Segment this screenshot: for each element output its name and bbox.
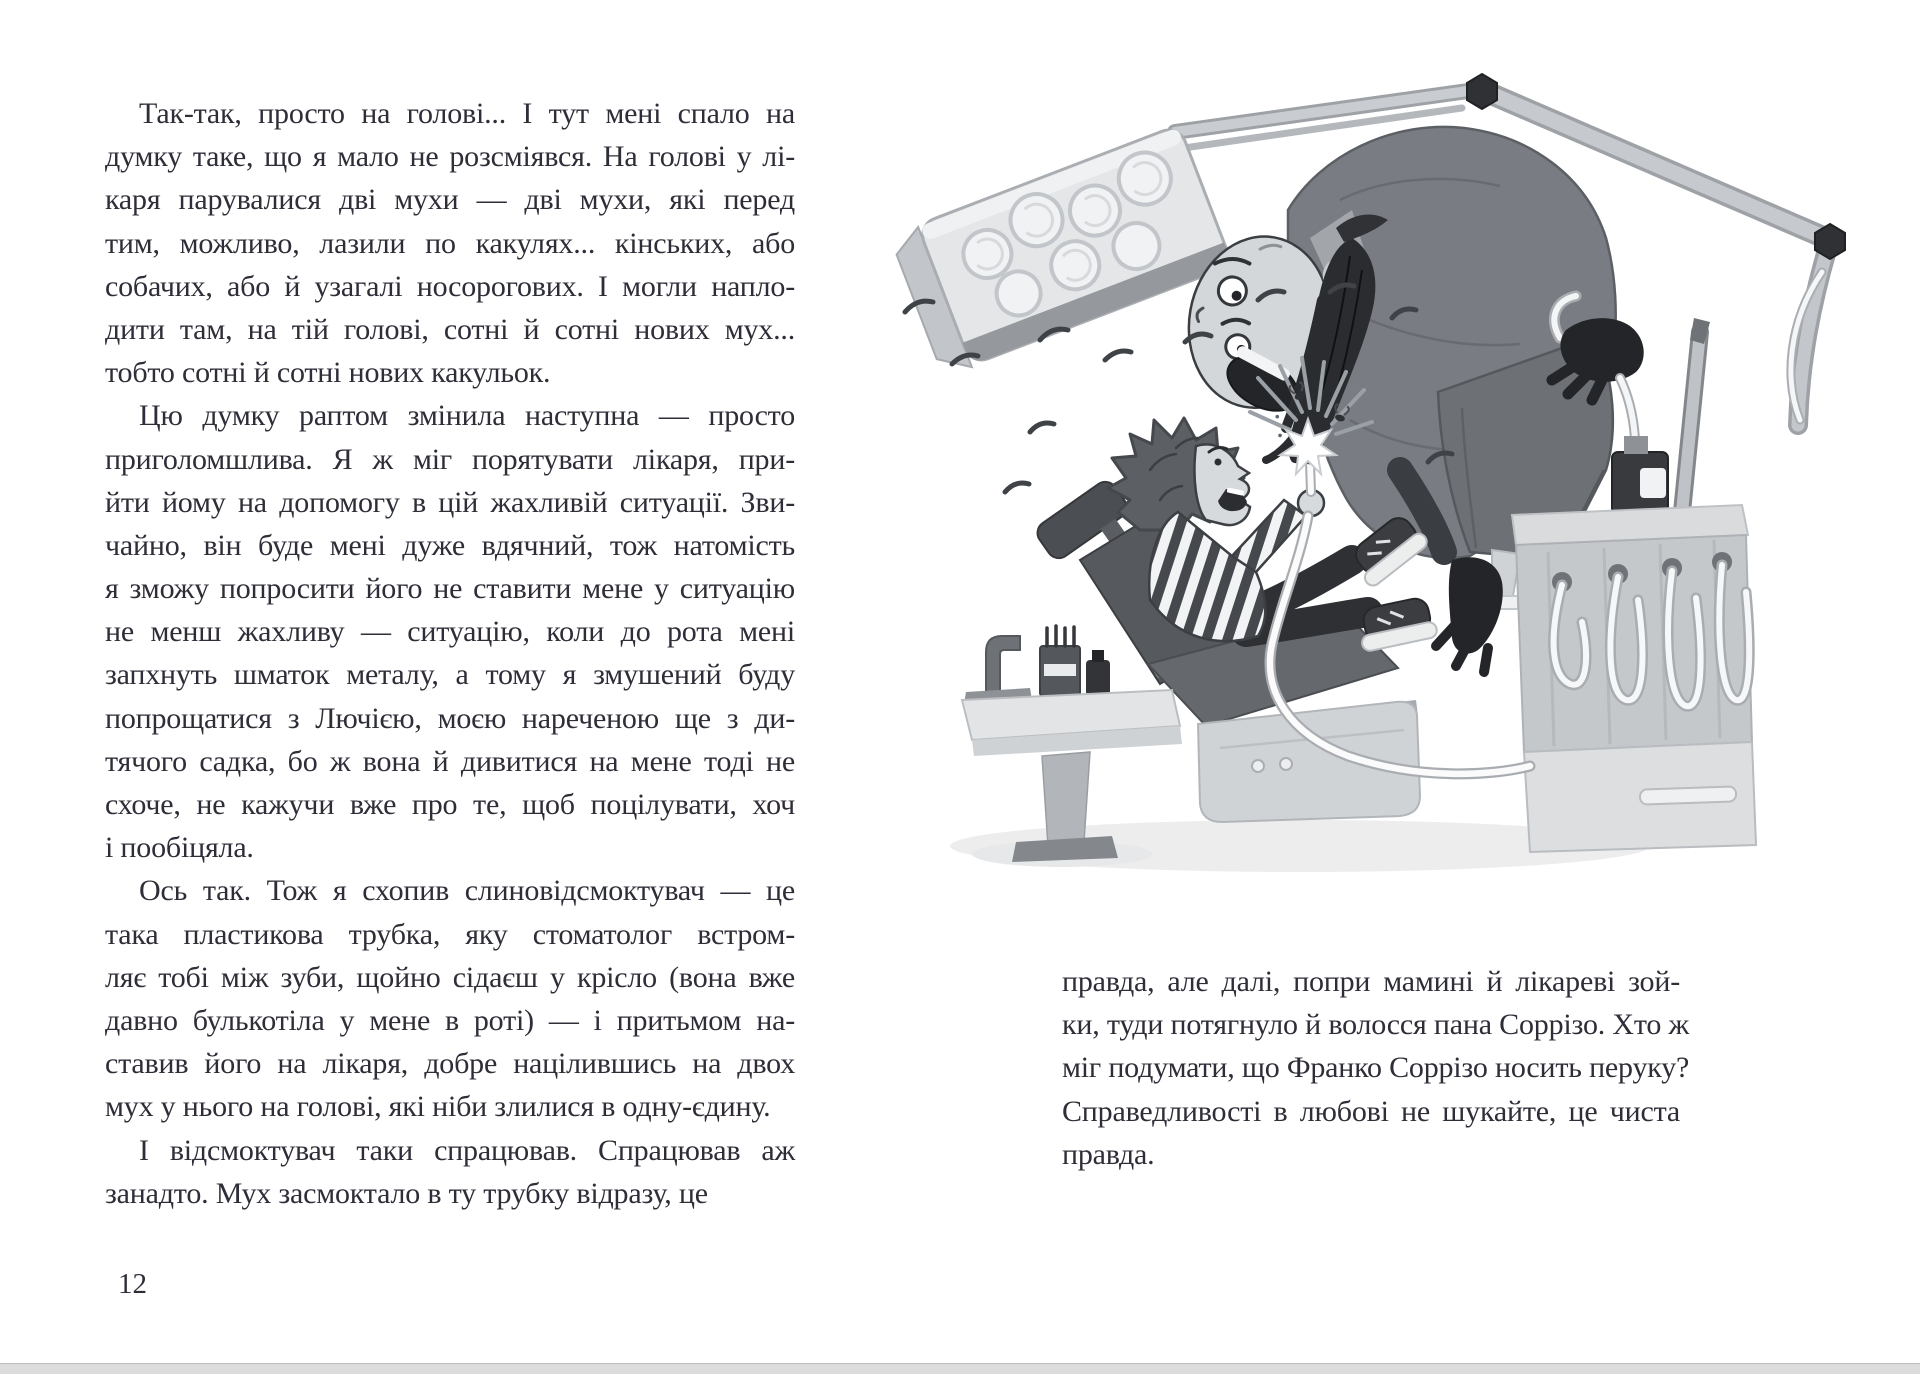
dental-lamp: [889, 125, 1233, 378]
text-line: попрощатися з Лючією, моєю нареченою ще з ди-: [105, 701, 795, 735]
text-line: схоче, не кажучи вже про те, щоб поцілувати, хоч: [105, 788, 795, 821]
text-line: ставив його на лікаря, добре націлившись на двох: [105, 1047, 795, 1081]
text-line: Цю думку раптом змінила наступна — просто: [139, 399, 795, 433]
text-line: собачих, або й узагалі носорогових. І могли напло-: [105, 269, 795, 303]
text-line: правда, але далі, попри мамині й лікареві зой-: [1062, 965, 1680, 998]
text-line: тячого садка, бо ж вона й дивитися на мене тоді не: [105, 744, 795, 778]
text-line: тим, можливо, лазили по какулях... кінських, або: [105, 226, 795, 260]
text-line: така пластикова трубка, яку стоматолог встром-: [105, 917, 795, 951]
page-number: 12: [118, 1268, 147, 1300]
text-line: я зможу попросити його не ставити мене у ситуацію: [105, 572, 795, 606]
text-line: міг подумати, що Франко Соррізо носить перуку?: [1062, 1051, 1690, 1085]
text-line: каря парувалися дві мухи — дві мухи, які перед: [105, 183, 795, 217]
text-line: мух у нього на голові, які ніби злилися в одну-єдину.: [105, 1090, 771, 1124]
text-line: дити там, на тій голові, сотні й сотні нових мух...: [105, 312, 795, 346]
text-line: приголомшлива. Я ж міг порятувати лікаря, при-: [105, 442, 795, 476]
text-line: думку таке, що я мало не розсміявся. На голові у лі-: [105, 140, 795, 174]
text-line: ки, туди потягнуло й волосся пана Соррізо. Хто ж: [1062, 1008, 1689, 1042]
text-line: правда.: [1062, 1137, 1155, 1171]
text-line: І відсмоктувач таки спрацював. Спрацював аж: [139, 1133, 795, 1167]
illustration-dentist-scene: [830, 25, 1870, 885]
text-line: ляє тобі між зуби, щойно сідаєш у крісло (вона вже: [105, 960, 795, 994]
text-line: йти йому на допомогу в цій жахливій ситуації. Зви-: [105, 485, 795, 519]
text-line: запхнуть шматок металу, а тому я змушений буду: [105, 658, 795, 692]
text-line: і пообіцяла.: [105, 831, 254, 865]
text-line: Справедливості в любові не шукайте, це чиста: [1062, 1094, 1680, 1128]
text-line: Так-так, просто на голові... І тут мені спало на: [139, 97, 795, 130]
text-line: Ось так. Тож я схопив слиновідсмоктувач — це: [139, 874, 795, 908]
text-line: тобто сотні й сотні нових какульок.: [105, 356, 551, 390]
dental-chair: [1033, 477, 1420, 822]
text-line: давно булькотіла у мене в роті) — і притьмом на-: [105, 1003, 795, 1037]
text-line: не менш жахливу — ситуацію, коли до рота мені: [105, 615, 795, 649]
text-line: чайно, він буде мені дуже вдячний, тож натомість: [105, 528, 795, 562]
horizontal-scrollbar[interactable]: [0, 1363, 1920, 1374]
left-page-text: [105, 92, 795, 1215]
right-page-text: [1062, 960, 1690, 1176]
text-line: занадто. Мух засмоктало в ту трубку відразу, це: [105, 1176, 708, 1210]
